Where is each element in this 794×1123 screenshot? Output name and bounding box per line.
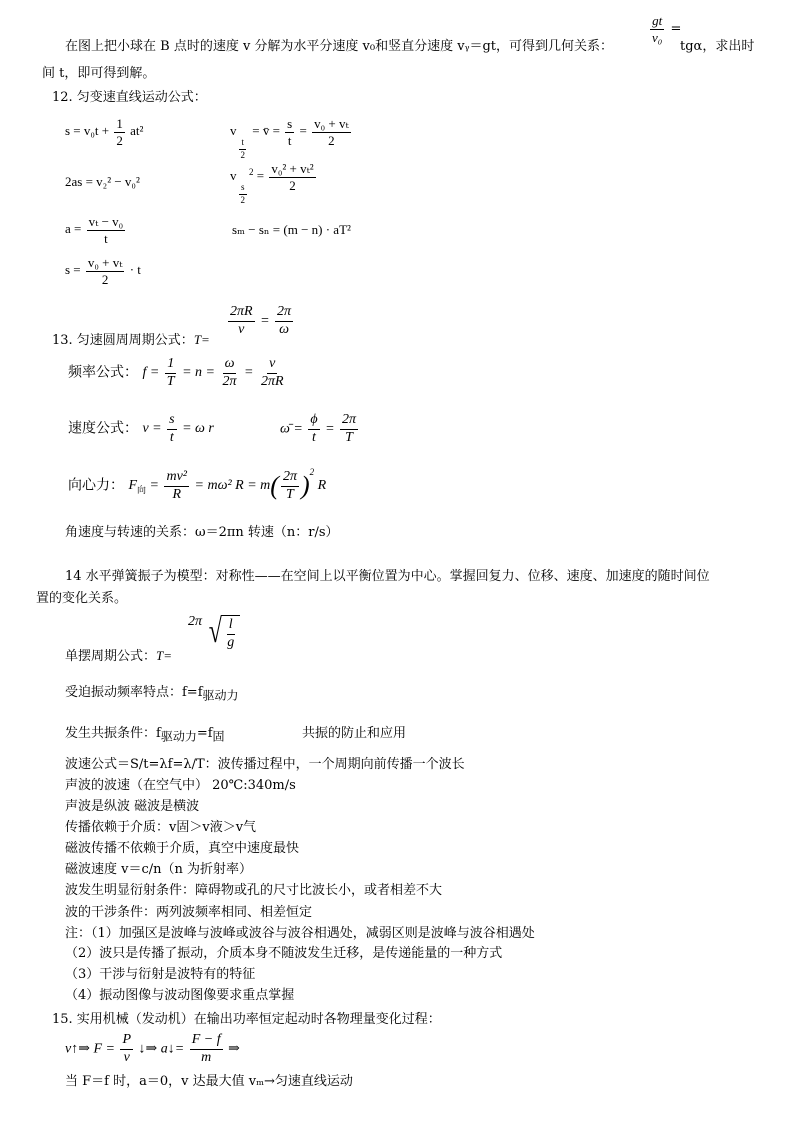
formula-power-chain: v↑⇒ F = $\frac{P}{v}$ ↓⇒ a↓= $\frac{F - f}{m}$ ⇒ bbox=[65, 1032, 240, 1065]
wave-note: （2）波只是传播了振动，介质本身不随波发生迁移，是传递能量的一种方式 bbox=[65, 946, 503, 961]
angular-speed-relation: 角速度与转速的关系：ω＝2πn 转速（n：r/s） bbox=[65, 525, 339, 540]
wave-note: 注：（1）加强区是波峰与波峰或波谷与波谷相遇处，减弱区则是波峰与波谷相遇处 bbox=[65, 926, 535, 941]
para-line-2: 间 t，即可得到解。 bbox=[42, 66, 156, 81]
section-14-line-1: 14 水平弹簧振子为模型：对称性——在空间上以平衡位置为中心。掌握回复力、位移、速度、加速度的随时间位 bbox=[65, 569, 710, 584]
formula-frequency: 频率公式： f = $\frac{1}{T}$ = n = $\frac{\omega}{2\pi}$ = $\frac{v}{2\pi R}$ bbox=[68, 356, 284, 389]
geometric-relation-fraction: $\frac{gt}{\text{v₀}}$ = bbox=[652, 13, 682, 45]
formula-period: $\frac{2\pi R}{v}$ = $\frac{2\pi}{\omega}$ bbox=[230, 304, 292, 337]
formula-displacement: s = v₀t + $\frac{1}{2}$ at² bbox=[65, 116, 144, 148]
wave-line: 波的干涉条件：两列波频率相同、相差恒定 bbox=[65, 905, 313, 920]
section-14-line-2: 置的变化关系。 bbox=[36, 591, 128, 606]
wave-line: 波发生明显衍射条件：障碍物或孔的尺寸比波长小，或者相差不大 bbox=[65, 883, 443, 898]
wave-note: （4）振动图像与波动图像要求重点掌握 bbox=[65, 988, 295, 1003]
wave-line: 波速公式＝S/t=λf=λ/T：波传播过程中，一个周期向前传播一个波长 bbox=[65, 757, 465, 772]
formula-angular-velocity: ω̄ = $\frac{\phi}{t}$ = $\frac{2\pi}{T}$ bbox=[280, 412, 357, 445]
formula-average-displacement: s = $\frac{\text{v₀ + vₜ}}{2}$ · t bbox=[65, 255, 141, 287]
para-tail: tgα，求出时 bbox=[680, 39, 755, 54]
formula-2as: 2as = v₂² − v₀² bbox=[65, 174, 140, 189]
wave-line: 磁波传播不依赖于介质，真空中速度最快 bbox=[65, 841, 300, 856]
resonance-application: 共振的防止和应用 bbox=[302, 726, 407, 741]
fraction-numerator: gt bbox=[652, 13, 663, 28]
section-13-title: 13. 匀速圆周周期公式：T= bbox=[52, 332, 210, 348]
formula-acceleration: a = $\frac{\text{vₜ − v₀}}{t}$ bbox=[65, 214, 124, 246]
formula-centripetal-force: 向心力： $F_向$ = $\frac{\text{mv²}}{R}$ = mω² R = m( $\frac{2\pi}{T}$ )$^2$ R bbox=[68, 467, 327, 502]
wave-line: 声波是纵波 磁波是横波 bbox=[65, 799, 200, 814]
para-velocity-decomposition: 在图上把小球在 B 点时的速度 v 分解为水平分速度 v₀和竖直分速度 vᵧ＝gt，可得到几何关系： bbox=[65, 39, 614, 54]
formula-mid-time-velocity: v $\frac{t}{2}$ = v̄ = $\frac{s}{t}$ = $\frac{\text{v₀ + vₜ}}{2}$ bbox=[230, 116, 349, 160]
square-root: √ $\frac{l}{g}$ bbox=[206, 615, 241, 650]
max-velocity-statement: 当 F＝f 时，a＝0，v 达最大值 vₘ→匀速直线运动 bbox=[65, 1074, 353, 1089]
formula-successive-displacement: sₘ − sₙ = (m − n) · aT² bbox=[232, 222, 351, 237]
fraction-denominator: v₀ bbox=[652, 29, 663, 45]
resonance-condition: 发生共振条件：$f_{驱动力}=f_固$ bbox=[65, 726, 225, 744]
wave-line: 磁波速度 v＝c/n（n 为折射率） bbox=[65, 862, 253, 877]
wave-note: （3）干涉与衍射是波特有的特征 bbox=[65, 967, 256, 982]
section-12-title: 12. 匀变速直线运动公式： bbox=[52, 90, 207, 105]
forced-vibration: 受迫振动频率特点：$f=f_{驱动力}$ bbox=[65, 685, 239, 703]
formula-speed: 速度公式： v = $\frac{s}{t}$ = ω r bbox=[68, 412, 214, 445]
wave-line: 传播依赖于介质：v固＞v液＞v气 bbox=[65, 820, 257, 835]
section-15-title: 15. 实用机械（发动机）在输出功率恒定起动时各物理量变化过程： bbox=[52, 1012, 441, 1027]
formula-pendulum-label: 单摆周期公式：T= bbox=[65, 648, 173, 664]
wave-line: 声波的波速（在空气中） 20℃:340m/s bbox=[65, 778, 296, 793]
formula-pendulum: 2π √ $\frac{l}{g}$ bbox=[188, 615, 240, 650]
formula-mid-position-velocity: v $\frac{s}{2}$ $^2$ = $\frac{\text{v₀² + vₜ²}}{2}$ bbox=[230, 161, 314, 205]
